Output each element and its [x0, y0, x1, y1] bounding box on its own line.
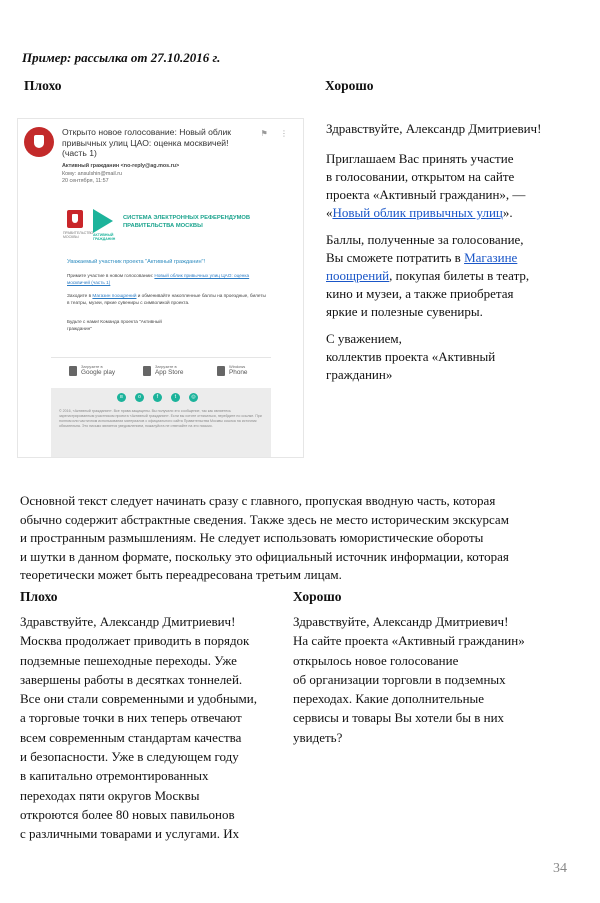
good-line-6: сервисы и товары Вы хотели бы в них: [293, 710, 505, 726]
bad-example-bottom: [20, 612, 285, 844]
good-line-1: Здравствуйте, Александр Дмитриевич!: [293, 614, 509, 629]
store2-small: Загрузите в: [155, 364, 177, 369]
good-p1-line1: Приглашаем Вас принять участие: [326, 151, 514, 166]
email-paragraph-1: [67, 273, 267, 287]
good-p1-close: ».: [502, 205, 513, 220]
good-line-5: переходах. Какие дополнительные: [293, 691, 485, 707]
bad-label-top: Плохо: [24, 78, 62, 93]
good-p2-link-1[interactable]: Магазине: [464, 250, 518, 265]
sender-avatar: [24, 127, 54, 157]
store3-name: Phone: [229, 369, 248, 376]
good-signature: [326, 330, 576, 384]
main-text: [20, 492, 582, 585]
good-p2-link-2[interactable]: поощрений: [326, 268, 390, 283]
bad-line-1: Здравствуйте, Александр Дмитриевич!: [20, 614, 236, 629]
good-p2-line2: Вы сможете потратить в: [326, 250, 461, 265]
email-to: Кому: ansulshin@mail.ru: [62, 170, 123, 177]
bad-line-6: а торговые точки в них теперь отвечают: [20, 710, 242, 726]
email-brand: СИСТЕМА ЭЛЕКТРОННЫХ РЕФЕРЕНДУМОВ ПРАВИТЕЛЬСТВА МОСКВЫ: [123, 215, 251, 229]
email-p2-link[interactable]: Магазин поощрений: [92, 293, 137, 298]
good-paragraph-2: [326, 231, 576, 321]
page-number: 34: [553, 861, 567, 876]
good-p1-line3: проекта «Активный гражданин», —: [326, 187, 526, 202]
email-action-icons: ⚑ ⋮: [260, 129, 293, 138]
ok-icon[interactable]: о: [135, 393, 144, 402]
store-google-play[interactable]: [81, 364, 115, 377]
windows-icon: [217, 366, 225, 376]
main-text-line4: и шутки в данном формате, поскольку это официальный источник информации, которая: [20, 548, 509, 564]
moscow-logo-icon: [67, 210, 83, 228]
good-p2-line5: яркие и полезные сувениры.: [326, 304, 483, 319]
ag-logo-icon: [93, 209, 113, 233]
email-p1-prefix: Примите участие в новом голосовании:: [67, 273, 154, 278]
main-text-line3: и пространным размышлениям. Не следует использовать юмористические обороты: [20, 530, 484, 546]
logo-caption-2: АКТИВНЫЙ ГРАЖДАНИН: [93, 233, 116, 241]
bad-label-bottom: Плохо: [20, 589, 58, 604]
store-app-store[interactable]: [155, 364, 183, 377]
twitter-icon[interactable]: t: [171, 393, 180, 402]
main-text-line2: обычно содержит абстрактные сведения. Также здесь не место историческим экскурсам: [20, 511, 509, 527]
good-sign-line2: коллектив проекта «Активный: [326, 349, 496, 364]
email-header: [18, 119, 303, 197]
good-p2-line3: , покупая билеты в театр,: [389, 268, 530, 283]
good-p2-line1: Баллы, полученные за голосование,: [326, 232, 524, 247]
good-paragraph-1: [326, 150, 576, 222]
good-sign-line1: С уважением,: [326, 331, 402, 346]
email-screenshot: [17, 118, 304, 458]
good-line-7: увидеть?: [293, 729, 343, 745]
apple-icon: [143, 366, 151, 376]
good-p1-link[interactable]: Новый облик привычных улиц: [332, 205, 503, 220]
bad-line-8: и безопасности. Уже в следующем году: [20, 749, 239, 765]
good-p1-line2: в голосовании, открытом на сайте: [326, 169, 515, 184]
store-windows-phone[interactable]: [229, 364, 247, 377]
good-label-bottom: Хорошо: [293, 589, 342, 604]
email-sender: Активный гражданин <no-reply@ag.mos.ru>: [62, 163, 180, 169]
email-subject: Открыто новое голосование: Новый облик привычных улиц ЦАО: оценка москвичей! (часть 1): [62, 127, 232, 158]
bad-line-7: всем современным стандартам качества: [20, 729, 242, 745]
store2-name: App Store: [155, 369, 184, 376]
bad-line-9: в капитально отремонтированных: [20, 768, 209, 784]
bad-line-11: откроются более 80 новых павильонов: [20, 806, 235, 822]
email-paragraph-2: [67, 293, 267, 307]
good-greeting-text: Здравствуйте, Александр Дмитриевич!: [326, 121, 542, 136]
bad-line-2: Москва продолжает приводить в порядок: [20, 633, 250, 649]
email-meta: [62, 163, 262, 186]
store3-small: Windows: [229, 364, 246, 369]
store1-small: Загрузите в: [81, 364, 103, 369]
good-sign-line3: гражданин»: [326, 367, 393, 382]
good-line-4: об организации торговли в подземных: [293, 671, 506, 687]
good-line-3: открылось новое голосование: [293, 652, 459, 668]
good-example-top: [326, 120, 576, 393]
email-p2-suffix: и обменивайте накопленные баллы на проездные, билеты в театры, музеи, яркие сувениры с символикой проекта.: [67, 293, 266, 305]
good-p2-line4: кино и музеи, а также приобретая: [326, 286, 514, 301]
store1-name: Google play: [81, 369, 116, 376]
email-p1-link[interactable]: Новый облик привычных улиц ЦАО: оценка москвичей (часть 1): [67, 273, 250, 285]
good-label-top: Хорошо: [325, 78, 374, 93]
facebook-icon[interactable]: f: [153, 393, 162, 402]
bad-line-5: Все они стали современными и удобными,: [20, 691, 257, 707]
good-p1-open: «: [326, 205, 333, 220]
logo-caption-1: ПРАВИТЕЛЬСТВО МОСКВЫ: [63, 231, 94, 239]
main-text-line1: Основной текст следует начинать сразу с главного, пропуская вводную часть, которая: [20, 493, 496, 508]
email-paragraph-3: Будьте с нами! Команда проекта "Активный гражданин": [67, 319, 162, 331]
bad-line-12: с различными товарами и услугами. Их: [20, 826, 240, 842]
good-example-bottom: [293, 612, 563, 747]
good-greeting: [326, 120, 576, 138]
example-title: Пример: рассылка от 27.10.2016 г.: [22, 50, 221, 65]
instagram-icon[interactable]: ◎: [189, 393, 198, 402]
bad-line-3: подземные пешеходные переходы. Уже: [20, 652, 237, 668]
email-body: [51, 201, 271, 457]
bad-line-10: переходах пяти округов Москвы: [20, 787, 200, 803]
email-date: 20 сентября, 11:57: [62, 178, 109, 184]
good-line-2: На сайте проекта «Активный гражданин»: [293, 633, 525, 649]
store-badges: [51, 357, 271, 388]
email-footer: © 2016, «Активный гражданин». Все права защищены. Вы получили это сообщение, так как являетесь зарегистрированным участником проекта «Активный гражданин». Если вы хотите отписаться, перейдите по ссылке. При полном или частичном использовании материалов с официального сайта Правительства Москвы ссылка на источник обязательна. Это письмо является уведомлением, пожалуйста не отвечайте на это письмо.: [59, 409, 262, 428]
email-greeting: Уважаемый участник проекта "Активный гражданин"!: [67, 259, 206, 265]
main-text-line5: теоретически может быть переадресована третьим лицам.: [20, 567, 342, 583]
google-play-icon: [69, 366, 77, 376]
email-p2-prefix: Заходите в: [67, 293, 92, 298]
vk-icon[interactable]: в: [117, 393, 126, 402]
bad-line-4: завершены работы в десятках тоннелей.: [20, 671, 243, 687]
email-banner: [51, 201, 271, 247]
